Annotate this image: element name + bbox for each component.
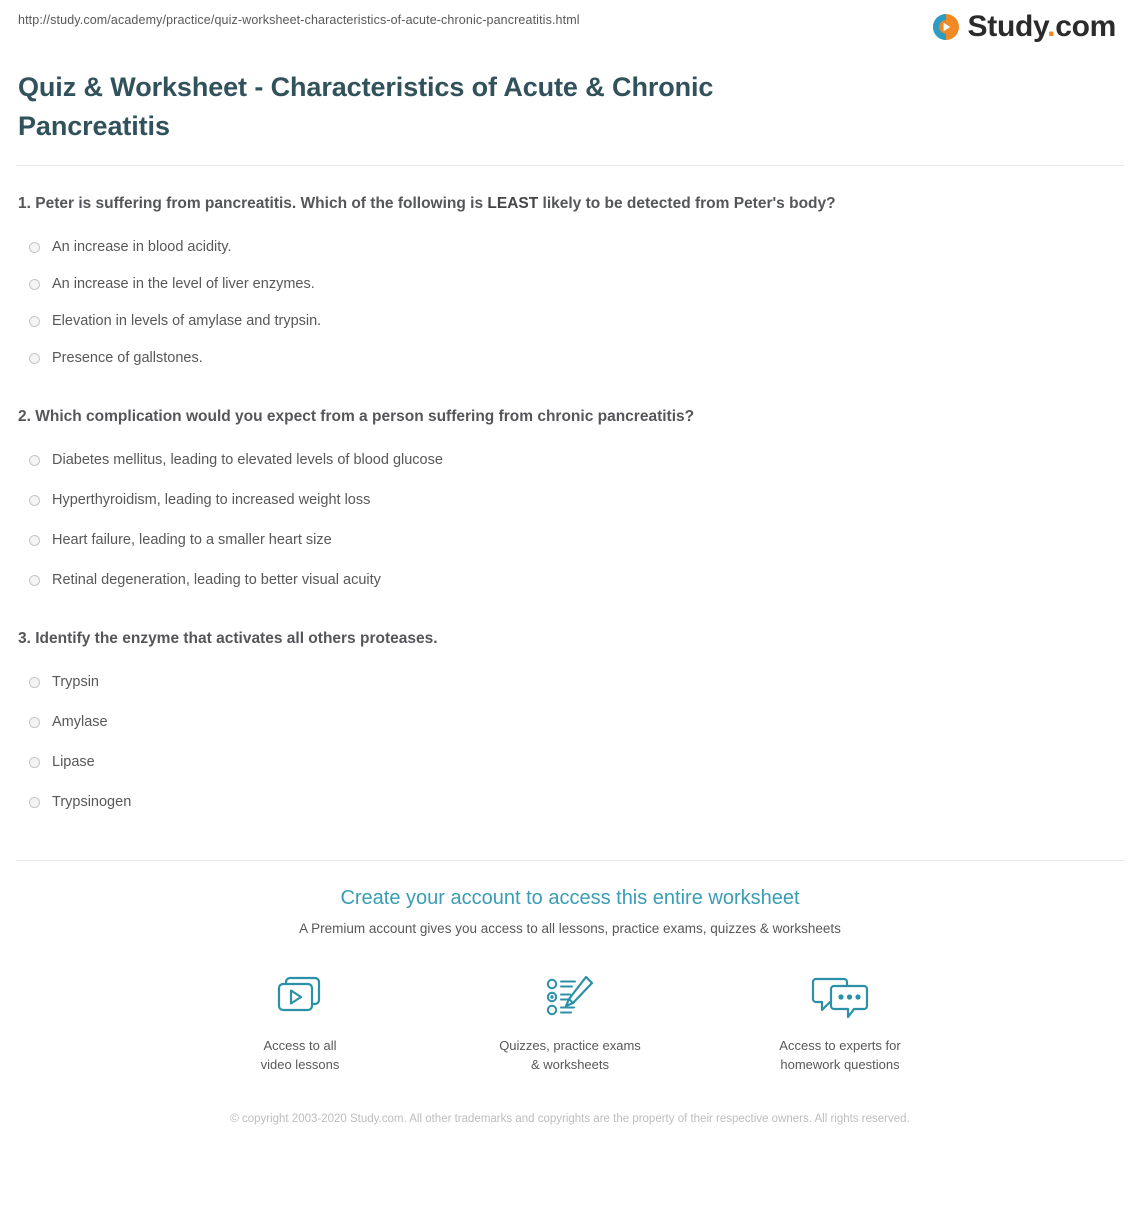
option-row[interactable]	[18, 275, 1122, 294]
question-3-options	[18, 673, 1122, 812]
page-title: Quiz & Worksheet - Characteristics of Acute & Chronic Pancreatitis	[18, 72, 714, 141]
cta-subtitle: A Premium account gives you access to all lessons, practice exams, quizzes & worksheets	[299, 921, 841, 936]
option-label: Presence of gallstones.	[52, 350, 203, 366]
feature-text	[490, 1036, 650, 1074]
create-account-cta	[16, 861, 1124, 1128]
option-label: Trypsinogen	[52, 794, 132, 810]
question-1	[18, 193, 1122, 215]
question-1-emphasis: LEAST	[487, 195, 539, 212]
question-spacer	[18, 368, 1122, 379]
question-2-text: Which complication would you expect from a person suffering from chronic pancreatitis?	[35, 408, 695, 425]
radio-button-icon[interactable]	[29, 797, 40, 808]
option-label: Diabetes mellitus, leading to elevated levels of blood glucose	[52, 452, 443, 468]
option-row[interactable]	[18, 531, 1122, 550]
option-label: Heart failure, leading to a smaller heart size	[52, 532, 332, 548]
question-2	[18, 406, 1122, 428]
option-row[interactable]	[18, 713, 1122, 732]
feature-line-1: Quizzes, practice exams	[499, 1038, 641, 1053]
radio-button-icon[interactable]	[29, 455, 40, 466]
option-label: Hyperthyroidism, leading to increased weight loss	[52, 492, 371, 508]
radio-button-icon[interactable]	[29, 717, 40, 728]
option-row[interactable]	[18, 312, 1122, 331]
question-1-options	[18, 238, 1122, 368]
logo-word-study: Study	[967, 10, 1048, 43]
premium-features	[16, 971, 1124, 1074]
feature-line-1: Access to all	[263, 1038, 337, 1053]
radio-button-icon[interactable]	[29, 677, 40, 688]
title-divider	[16, 165, 1124, 166]
logo-wordmark	[968, 12, 1116, 42]
play-circle-icon	[931, 12, 961, 42]
option-row[interactable]	[18, 349, 1122, 368]
feature-line-1: Access to experts for	[779, 1038, 901, 1053]
logo-dot: .	[1047, 10, 1056, 43]
option-row[interactable]	[18, 451, 1122, 470]
radio-button-icon[interactable]	[29, 242, 40, 253]
radio-button-icon[interactable]	[29, 316, 40, 327]
question-1-text-before: Peter is suffering from pancreatitis. Which of the following is	[35, 195, 488, 212]
radio-button-icon[interactable]	[29, 279, 40, 290]
radio-button-icon[interactable]	[29, 353, 40, 364]
option-label: Retinal degeneration, leading to better visual acuity	[52, 572, 381, 588]
option-label: Amylase	[52, 714, 108, 730]
feature-experts	[760, 971, 920, 1074]
option-label: Elevation in levels of amylase and trypsin.	[52, 313, 322, 329]
feature-quizzes	[490, 971, 650, 1074]
quiz-questions	[16, 193, 1124, 812]
chat-bubbles-icon	[760, 971, 920, 1023]
question-1-number: 1.	[18, 195, 31, 212]
feature-line-2: & worksheets	[530, 1057, 610, 1072]
option-row[interactable]	[18, 793, 1122, 812]
option-label: Lipase	[52, 754, 95, 770]
feature-video-lessons	[220, 971, 380, 1074]
option-label: Trypsin	[52, 674, 99, 690]
logo-word-com: com	[1055, 10, 1116, 43]
question-3-text: Identify the enzyme that activates all others proteases.	[35, 630, 438, 647]
quiz-checklist-pencil-icon	[490, 971, 650, 1023]
video-lessons-icon	[220, 971, 380, 1023]
option-row[interactable]	[18, 753, 1122, 772]
copyright-notice: © copyright 2003-2020 Study.com. All other trademarks and copyrights are the property of their respective owners. All rights reserved.	[230, 1113, 910, 1125]
option-row[interactable]	[18, 238, 1122, 257]
option-row[interactable]	[18, 673, 1122, 692]
question-3-number: 3.	[18, 630, 31, 647]
feature-line-2: homework questions	[780, 1057, 900, 1072]
feature-text	[760, 1036, 920, 1074]
option-label: An increase in the level of liver enzymes.	[52, 276, 315, 292]
radio-button-icon[interactable]	[29, 575, 40, 586]
option-label: An increase in blood acidity.	[52, 239, 232, 255]
option-row[interactable]	[18, 571, 1122, 590]
feature-text	[220, 1036, 380, 1074]
study-com-logo[interactable]	[931, 12, 1124, 42]
question-spacer	[18, 590, 1122, 601]
url-text: http://study.com/academy/practice/quiz-worksheet-characteristics-of-acute-chronic-pancreatitis.html	[18, 13, 580, 27]
radio-button-icon[interactable]	[29, 535, 40, 546]
question-1-text-after: likely to be detected from Peter's body?	[538, 195, 836, 212]
feature-line-2: video lessons	[260, 1057, 340, 1072]
option-row[interactable]	[18, 491, 1122, 510]
question-2-options	[18, 451, 1122, 590]
page-header	[16, 0, 1124, 58]
question-2-number: 2.	[18, 408, 31, 425]
radio-button-icon[interactable]	[29, 757, 40, 768]
radio-button-icon[interactable]	[29, 495, 40, 506]
question-3	[18, 628, 1122, 650]
cta-title-link[interactable]: Create your account to access this entire worksheet	[340, 887, 800, 909]
